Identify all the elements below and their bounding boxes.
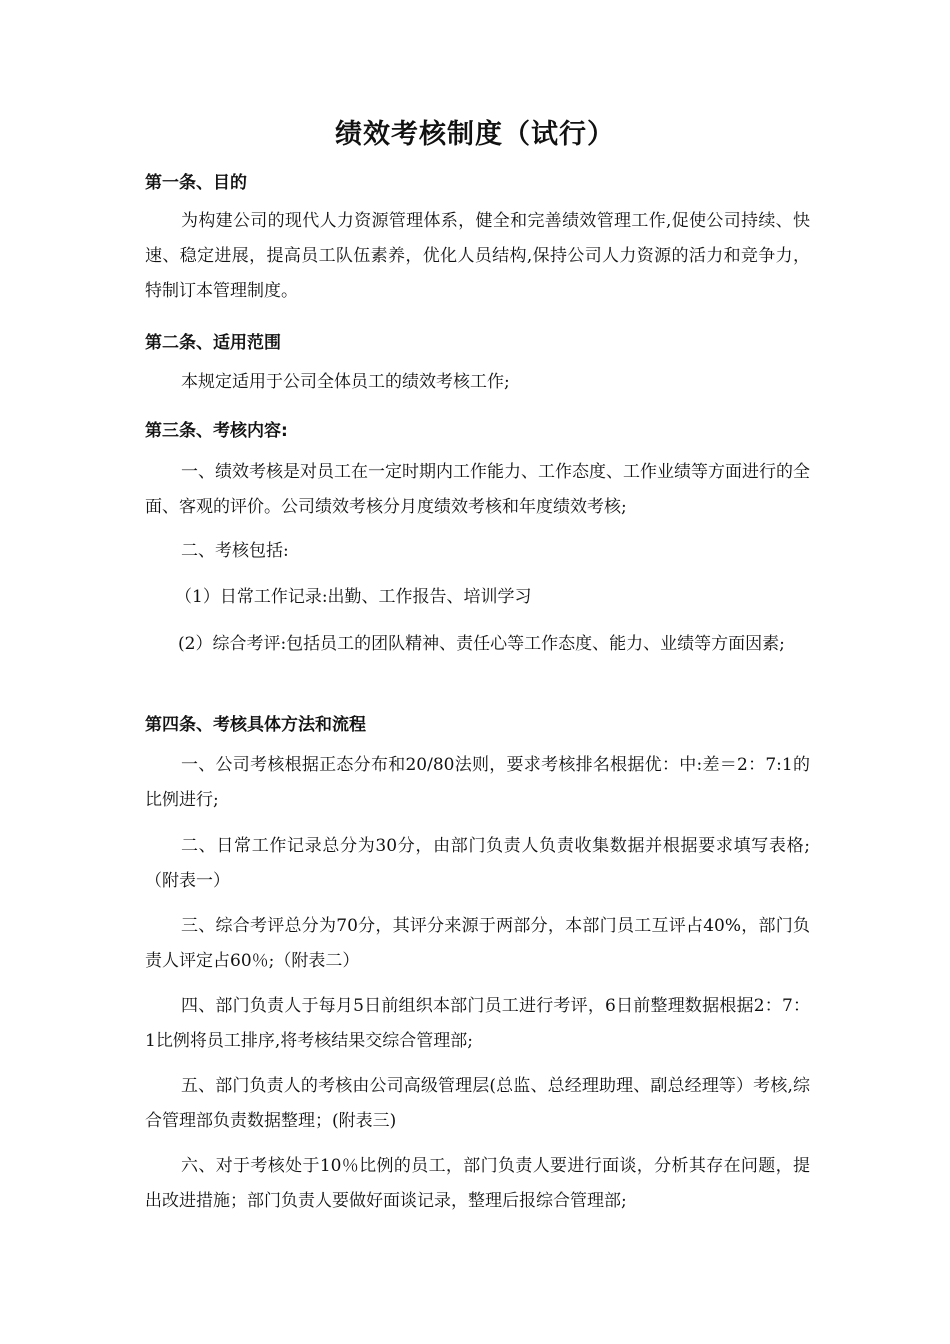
article-3-paragraph-2: 二、考核包括: xyxy=(181,541,289,561)
article-4-heading: 第四条、考核具体方法和流程 xyxy=(145,715,366,735)
article-1-heading: 第一条、目的 xyxy=(145,173,247,193)
article-3-item-1: （1）日常工作记录:出勤、工作报告、培训学习 xyxy=(175,587,532,607)
article-2-heading: 第二条、适用范围 xyxy=(145,333,281,353)
article-4-paragraph-5: 五、部门负责人的考核由公司高级管理层(总监、总经理助理、副总经理等）考核,综合管理部负责数据整理；(附表三) xyxy=(145,1076,810,1131)
article-4-paragraph-6: 六、对于考核处于10％比例的员工，部门负责人要进行面谈，分析其存在问题，提出改进措施；部门负责人要做好面谈记录，整理后报综合管理部; xyxy=(145,1156,810,1211)
article-3-paragraph-1: 一、绩效考核是对员工在一定时期内工作能力、工作态度、工作业绩等方面进行的全面、客观的评价。公司绩效考核分月度绩效考核和年度绩效考核; xyxy=(145,462,810,517)
document-title: 绩效考核制度（试行） xyxy=(335,119,615,150)
article-4-paragraph-4: 四、部门负责人于每月5日前组织本部门员工进行考评，6日前整理数据根据2：7：1比例将员工排序,将考核结果交综合管理部; xyxy=(145,996,810,1051)
article-3-heading: 第三条、考核内容: xyxy=(145,421,288,441)
article-4-paragraph-2: 二、日常工作记录总分为30分，由部门负责人负责收集数据并根据要求填写表格;（附表一） xyxy=(145,836,810,891)
article-2-paragraph: 本规定适用于公司全体员工的绩效考核工作; xyxy=(181,372,510,392)
article-1-paragraph: 为构建公司的现代人力资源管理体系，健全和完善绩效管理工作,促使公司持续、快速、稳定进展，提高员工队伍素养，优化人员结构,保持公司人力资源的活力和竞争力，特制订本管理制度。 xyxy=(145,211,810,301)
article-4-paragraph-1: 一、公司考核根据正态分布和20/80法则，要求考核排名根据优：中:差＝2：7:1的比例进行; xyxy=(145,755,810,810)
article-3-item-2: (2）综合考评:包括员工的团队精神、责任心等工作态度、能力、业绩等方面因素; xyxy=(178,634,785,654)
article-4-paragraph-3: 三、综合考评总分为70分，其评分来源于两部分，本部门员工互评占40%，部门负责人评定占60％;（附表二） xyxy=(145,916,810,971)
